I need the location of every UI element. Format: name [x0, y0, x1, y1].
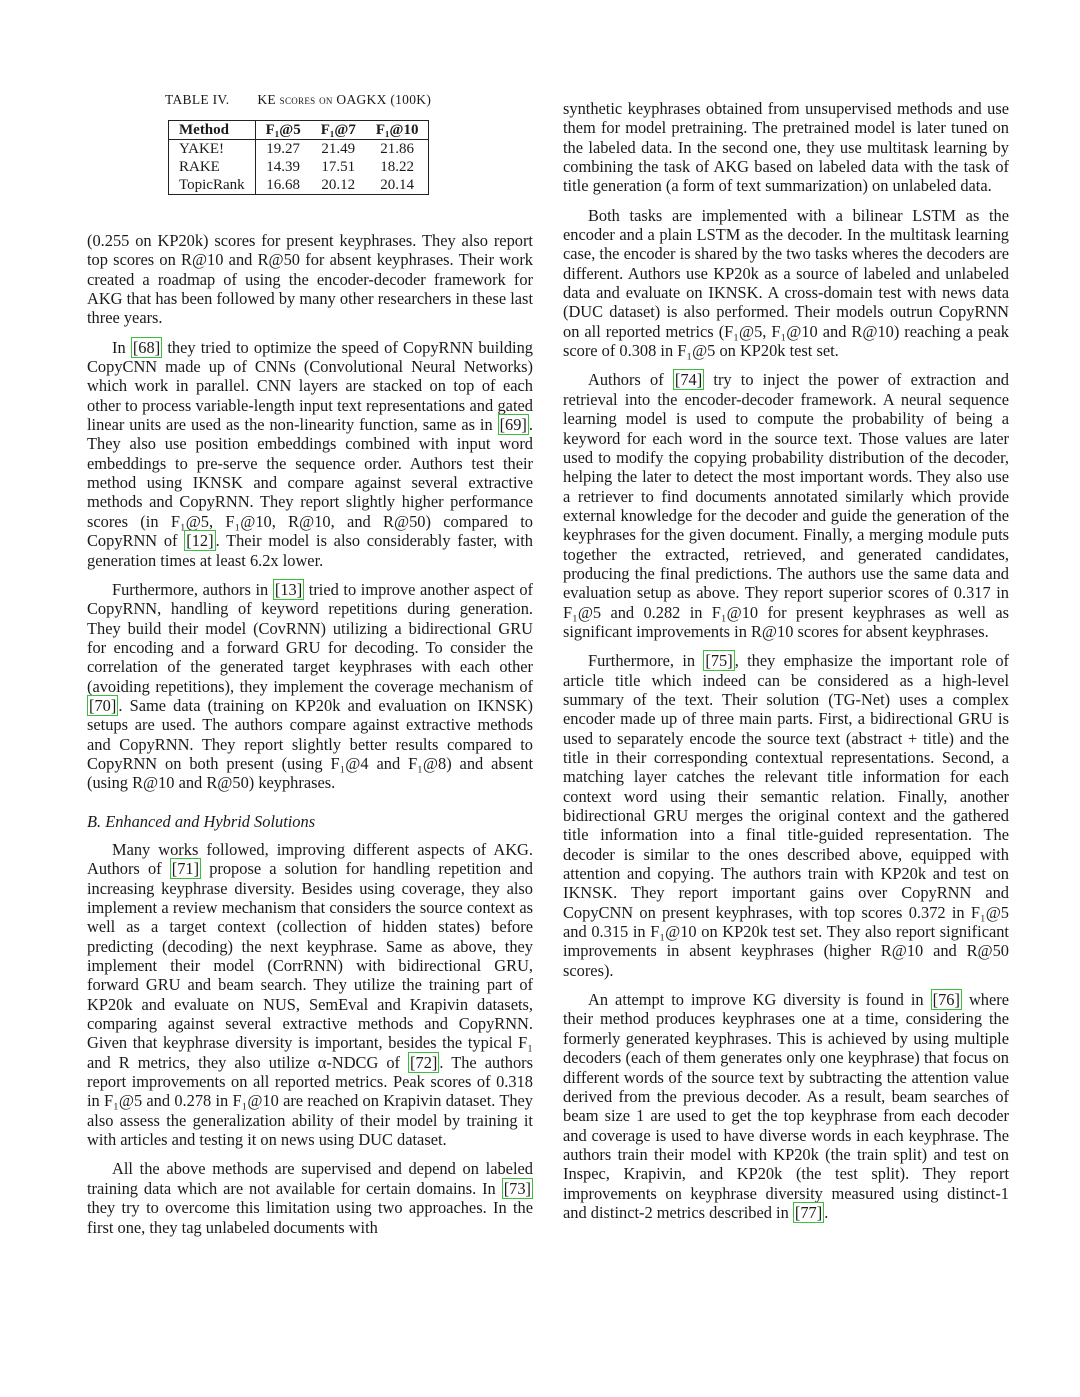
citation-link[interactable]: [74] [674, 370, 703, 390]
table-row [169, 176, 429, 195]
table-cell: 16.68 [266, 177, 301, 193]
table-cell: 18.22 [380, 159, 415, 175]
table-cell: 19.27 [266, 141, 301, 157]
paragraph: (0.255 on KP20k) scores for present keyphrases. They also report top scores on R@10 and R@50 for absent keyphrases. Their work created a roadmap of using the encoder-decoder framework for AKG that has been followed by many other researchers in these last three years. [87, 231, 533, 328]
table-cell: RAKE [169, 158, 256, 176]
citation-link[interactable]: [70] [89, 695, 117, 715]
table-title: KE scores on OAGKX (100K) [257, 92, 432, 107]
table-cell: 14.39 [266, 159, 301, 175]
table-label: TABLE IV. [165, 92, 230, 107]
paragraph: Furthermore, in [75] , they emphasize the important role of article title which indeed can be considered as a high-level summary of the text. Their solution (TG-Net) uses a complex encoder made up of three main parts. First, a bidirectional GRU is used to separately encode the source text (abstract + title) and the title in their corresponding contextual representations. Second, a matching layer catches the relevant title information for each context word using their semantic relation. Finally, another bidirectional GRU merges the original context and the gathered title information into a final title-guided representation. The decoder is similar to the ones described above, equipped with attention and copying. The authors train with KP20k and test on IKNSK. They report important gains over CopyRNN and CopyCNN on present keyphrases, with top scores 0.372 in F₁@5 and 0.315 in F₁@10 on KP20k test set. They also report significant improvements in absent keyphrases (higher R@10 and R@50 scores). [563, 651, 1009, 980]
header-cell: F₁@7 [311, 121, 366, 140]
table-row [169, 140, 429, 159]
paragraph: All the above methods are supervised and depend on labeled training data which are not available for certain domains. In [73] they try to overcome this limitation using two approaches. In the first one, they tag unlabeled documents with [87, 1159, 533, 1237]
citation-link[interactable]: [73] [503, 1178, 531, 1198]
citation-link[interactable]: [77] [794, 1202, 823, 1222]
table-cell: 20.12 [321, 177, 356, 193]
table-cell: 21.86 [380, 141, 415, 157]
right-column [563, 99, 1009, 1232]
header-cell: Method [169, 121, 256, 140]
citation-link[interactable]: [72] [410, 1052, 438, 1072]
table-caption [165, 92, 431, 108]
citation-link[interactable]: [71] [171, 859, 200, 879]
paragraph: An attempt to improve KG diversity is found in [76] where their method produces keyphrases one at a time, considering the formerly generated keyphrases. This is achieved by using multiple decoders (each of them generates only one keyphrase) that focus on different words of the source text by subtracting the attention value derived from the previous decoder. As a result, beam searches of beam size 1 are used to get the top keyphrase from each decoder and coverage is used to have diverse words in each keyphrase. The authors train their model with KP20k (the train split) and test on Inspec, Krapivin, and KP20k (the test split). They report improvements on keyphrase diversity measured using distinct-1 and distinct-2 metrics described in [77] . [563, 990, 1009, 1222]
table-cell: YAKE! [169, 140, 256, 159]
section-heading: B. Enhanced and Hybrid Solutions [87, 811, 316, 831]
citation-link[interactable]: [68] [132, 337, 161, 357]
paragraph: Furthermore, authors in [13] tried to improve another aspect of CopyRNN, handling of keyword repetitions during generation. They build their model (CovRNN) utilizing a bidirectional GRU for encoding and a forward GRU for decoding. To consider the correlation of the generated target keyphrases with each other (avoiding repetitions), they implement the coverage mechanism of [70] . Same data (training on KP20k and evaluation on IKNSK) setups are used. The authors compare against extractive methods and CopyRNN. They report slightly better results compared to CopyRNN on both present (using F₁@4 and F₁@8) and absent (using R@10 and R@50) keyphrases. [87, 579, 533, 793]
table-row [169, 158, 429, 176]
table-cell: TopicRank [169, 176, 256, 195]
header-cell: F₁@5 [255, 121, 311, 140]
citation-link[interactable]: [13] [274, 579, 303, 599]
table-cell: 20.14 [380, 177, 415, 193]
paragraph: Many works followed, improving different aspects of AKG. Authors of [71] propose a solution for handling repetition and increasing keyphrase diversity. Besides using coverage, they also implement a review mechanism that considers the source context as well as a target context (collection of hidden states) before predicting (decoding) the next keyphrase. Same as above, they implement their model (CorrRNN) with bidirectional GRU, forward GRU and beam search. They utilize the training part of KP20k and evaluate on NUS, SemEval and Krapivin datasets, comparing against several extractive methods and CopyRNN. Given that keyphrase diversity is important, besides the typical F₁ and R metrics, they also utilize α-NDCG of [72] . The authors report improvements on all reported metrics. Peak scores of 0.318 in F₁@5 and 0.278 in F₁@10 are reached on Krapivin dataset. They also assess the generalization ability of their model by training it with articles and testing it on news using DUC dataset. [87, 839, 533, 1150]
left-column [87, 231, 533, 1247]
header-cell: F₁@10 [366, 121, 429, 140]
table-cell: 21.49 [321, 141, 356, 157]
paragraph: Authors of [74] try to inject the power of extraction and retrieval into the encoder-decoder framework. A neural sequence learning model is used to compute the probability of being a keyword for each word in the source text. Those values are later used to modify the copying probability distribution of the decoder, helping the later to detect the most important words. They also use a retriever to find documents annotated similarly which provide external knowledge for the decoder and guide the generation of the keyphrases for the given document. Finally, a merging module puts together the extracted, retrieved, and generated candidates, producing the final predictions. The authors use the same data and evaluation setup as above. They report superior scores of 0.317 in F₁@5 and 0.282 in F₁@10 for present keyphrases as well as significant improvements in R@10 scores for absent keyphrases. [563, 370, 1009, 641]
citation-link[interactable]: [12] [186, 531, 214, 551]
table-header-row [169, 121, 429, 140]
paragraph: Both tasks are implemented with a bilinear LSTM as the encoder and a plain LSTM as the decoder. In the multitask learning case, the encoder is shared by the two tasks wheres the decoders are different. Authors use KP20k as a source of labeled and unlabeled data and evaluate on IKNSK. A cross-domain test with news data (DUC dataset) is also performed. Their models outrun CopyRNN on all reported metrics (F₁@5, F₁@10 and R@10) reaching a peak score of 0.308 in F₁@5 on KP20k test set. [563, 205, 1009, 361]
table-cell: 17.51 [321, 159, 356, 175]
paragraph: In [68] they tried to optimize the speed of CopyRNN building CopyCNN made up of CNNs (Convolutional Neural Networks) which work in parallel. CNN layers are stacked on top of each other to process variable-length input text representations and gated linear units are used as the non-linearity function, same as in [69] . They also use position embeddings combined with input word embeddings to pre-serve the sequence order. Authors test their method using IKNSK and compare against several extractive methods and CopyRNN. They report slightly higher performance scores (in F₁@5, F₁@10, R@10, and R@50) compared to CopyRNN of [12] . Their model is also considerably faster, with generation times at least 6.2x lower. [87, 337, 533, 570]
results-table [168, 120, 429, 195]
citation-link[interactable]: [76] [932, 990, 960, 1010]
citation-link[interactable]: [75] [705, 651, 733, 671]
paragraph: synthetic keyphrases obtained from unsupervised methods and use them for model pretraining. The pretrained model is later tuned on the labeled data. In the second one, they use multitask learning by combining the task of AKG based on labeled data with the task of title generation (a form of text summarization) on unlabeled data. [563, 99, 1009, 196]
citation-link[interactable]: [69] [499, 415, 527, 435]
